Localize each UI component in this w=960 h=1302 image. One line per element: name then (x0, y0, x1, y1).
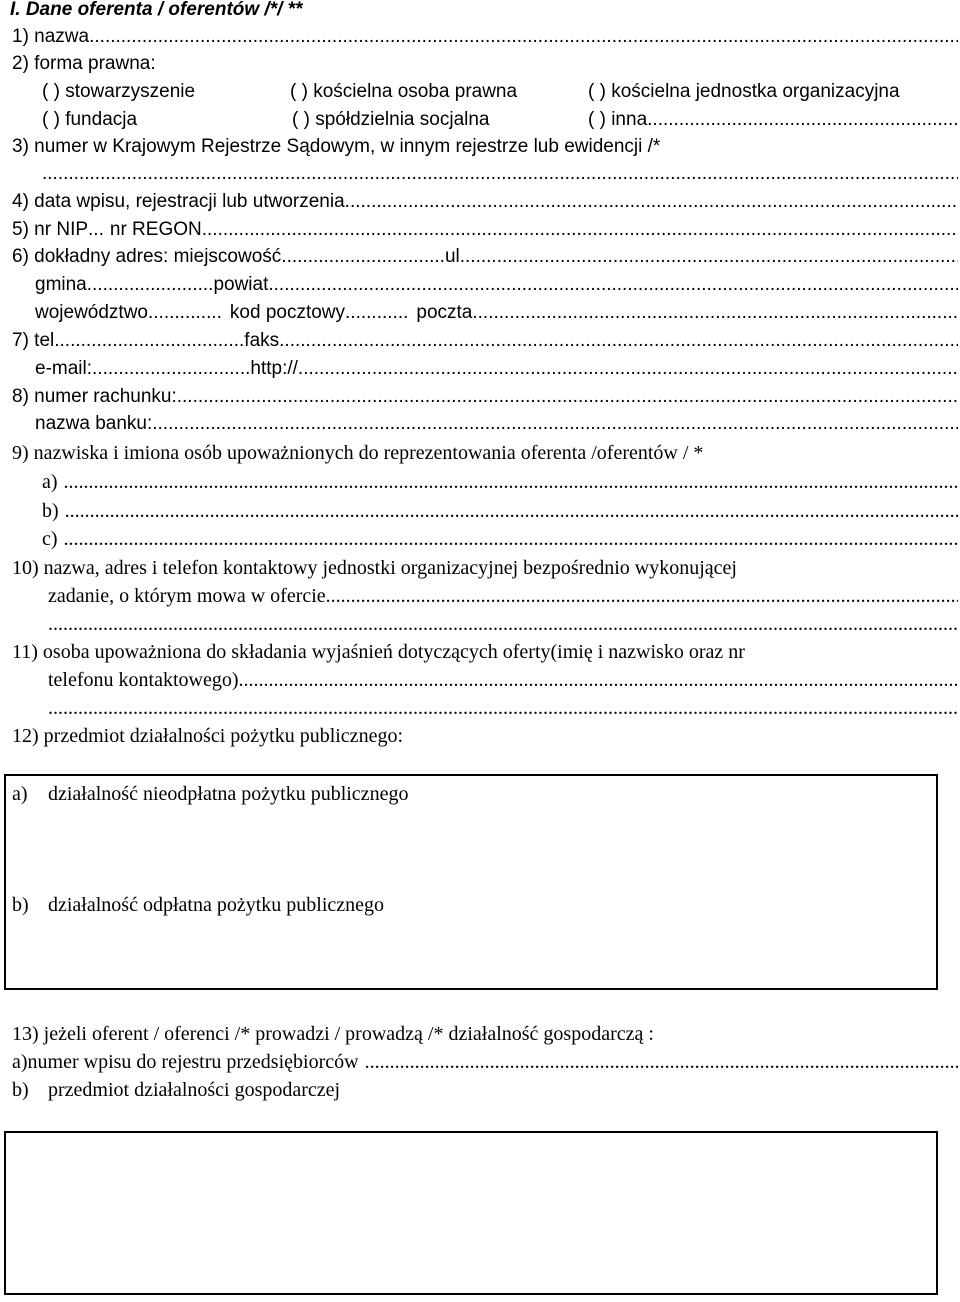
unit-label-line1: 10) nazwa, adres i telefon kontaktowy jednostki organizacyjnej bezpośrednio wykonującej (12, 557, 737, 579)
option-fundacja[interactable]: ( ) fundacja (42, 109, 138, 130)
representative-b-field[interactable] (42, 499, 958, 523)
option-inna-label: ( ) inna (588, 109, 648, 130)
email-www-row (35, 357, 958, 381)
name-label: 1) nazwa (12, 26, 90, 47)
business-subject-row (12, 1078, 340, 1102)
option-stowarzyszenie[interactable]: ( ) stowarzyszenie (42, 81, 196, 102)
gmina-dots[interactable]: ........................ (86, 274, 214, 295)
powiat-dots[interactable] (268, 273, 958, 297)
representative-b-marker: b) (42, 500, 59, 522)
name-dots (89, 25, 958, 49)
representative-c-field[interactable] (42, 527, 958, 551)
unit-label-line2: zadanie, o którym mowa w ofercie (48, 585, 326, 607)
activity-unpaid-marker: a) (12, 783, 28, 805)
post-office-dots[interactable] (472, 301, 958, 325)
contact-person-label-line1: 11) osoba upoważniona do składania wyjaśnień dotyczących oferty(imię i nazwisko oraz nr (12, 641, 745, 663)
gmina-label: gmina (35, 274, 87, 295)
option-inna[interactable] (588, 108, 958, 132)
activity-paid-marker: b) (12, 894, 29, 916)
registration-date-label: 4) data wpisu, rejestracji lub utworzenia (12, 191, 345, 212)
nip-dots[interactable]: ... (88, 219, 104, 240)
business-activity-label: 13) jeżeli oferent / oferenci /* prowadzi / prowadzą /* działalność gospodarczą : (12, 1023, 654, 1045)
representative-a-field[interactable] (42, 470, 958, 494)
contact-person-field[interactable] (48, 668, 958, 692)
legal-form-label: 2) forma prawna: (12, 53, 156, 74)
phone-label: 7) tel. (12, 330, 60, 351)
address-row (12, 245, 958, 269)
street-label: ul (444, 246, 460, 267)
postal-code-dots[interactable]: ............ (345, 302, 409, 323)
bank-name-field[interactable] (35, 412, 958, 436)
representatives-label: 9) nazwiska i imiona osób upoważnionych do reprezentowania oferenta /oferentów / * (12, 442, 704, 464)
option-spoldzielnia-socjalna[interactable]: ( ) spółdzielnia socjalna (292, 109, 490, 130)
option-koscielna-jednostka[interactable]: ( ) kościelna jednostka organizacyjna (588, 81, 900, 102)
business-subject-box[interactable] (4, 1131, 938, 1295)
name-field[interactable] (12, 25, 958, 49)
fax-label: faks (244, 330, 280, 351)
activity-unpaid-label: działalność nieodpłatna pożytku publicznego (48, 783, 409, 805)
phone-fax-row (12, 329, 958, 353)
business-subject-label: przedmiot działalności gospodarczej (48, 1079, 341, 1101)
representative-a-marker: a) (42, 471, 58, 493)
city-label: 6) dokładny adres: miejscowość (12, 246, 282, 267)
gmina-powiat-row (35, 273, 958, 297)
http-dots[interactable] (298, 357, 958, 381)
email-dots[interactable]: .............................. (92, 358, 251, 379)
krs-field[interactable] (42, 162, 958, 186)
postal-code-label: kod pocztowy (229, 302, 346, 323)
regon-dots[interactable] (202, 218, 958, 242)
option-koscielna-osoba-prawna[interactable]: ( ) kościelna osoba prawna (290, 81, 518, 102)
powiat-label: powiat (213, 274, 269, 295)
activity-subject-label: 12) przedmiot działalności pożytku publicznego: (12, 725, 403, 747)
city-dots[interactable]: ............................... (281, 246, 445, 267)
regon-label: nr REGON (109, 219, 202, 240)
fax-dots[interactable] (279, 329, 958, 353)
business-register-marker: a) (12, 1051, 28, 1073)
business-subject-marker: b) (12, 1079, 29, 1101)
business-register-field[interactable] (12, 1050, 958, 1074)
bank-name-label: nazwa banku: (35, 413, 153, 434)
activity-subject-box[interactable] (4, 774, 938, 990)
wojewodztwo-row (35, 301, 958, 325)
http-label: http:// (250, 358, 298, 379)
wojewodztwo-dots[interactable]: .............. (148, 302, 222, 323)
post-office-label: poczta (416, 302, 473, 323)
account-number-field[interactable] (12, 385, 958, 409)
account-number-label: 8) numer rachunku: (12, 386, 177, 407)
unit-field-continuation[interactable] (48, 612, 958, 636)
activity-paid-label: działalność odpłatna pożytku publicznego (48, 894, 385, 916)
representative-c-marker: c) (42, 528, 58, 550)
wojewodztwo-label: województwo (35, 302, 148, 323)
unit-field[interactable] (48, 584, 958, 608)
email-label: e-mail: (35, 358, 93, 379)
nip-label: 5) nr NIP (12, 219, 89, 240)
nip-regon-row (12, 218, 958, 242)
contact-person-field-continuation[interactable] (48, 696, 958, 720)
street-dots[interactable] (460, 245, 958, 269)
registration-date-field[interactable] (12, 190, 958, 214)
phone-dots[interactable]: ................................... (59, 330, 245, 351)
contact-person-label-line2: telefonu kontaktowego) (48, 669, 239, 691)
business-register-label: numer wpisu do rejestru przedsiębiorców (27, 1051, 359, 1073)
krs-label: 3) numer w Krajowym Rejestrze Sądowym, w innym rejestrze lub ewidencji /* (12, 136, 661, 157)
section-title: I. Dane oferenta / oferentów /*/ ** (10, 0, 303, 20)
